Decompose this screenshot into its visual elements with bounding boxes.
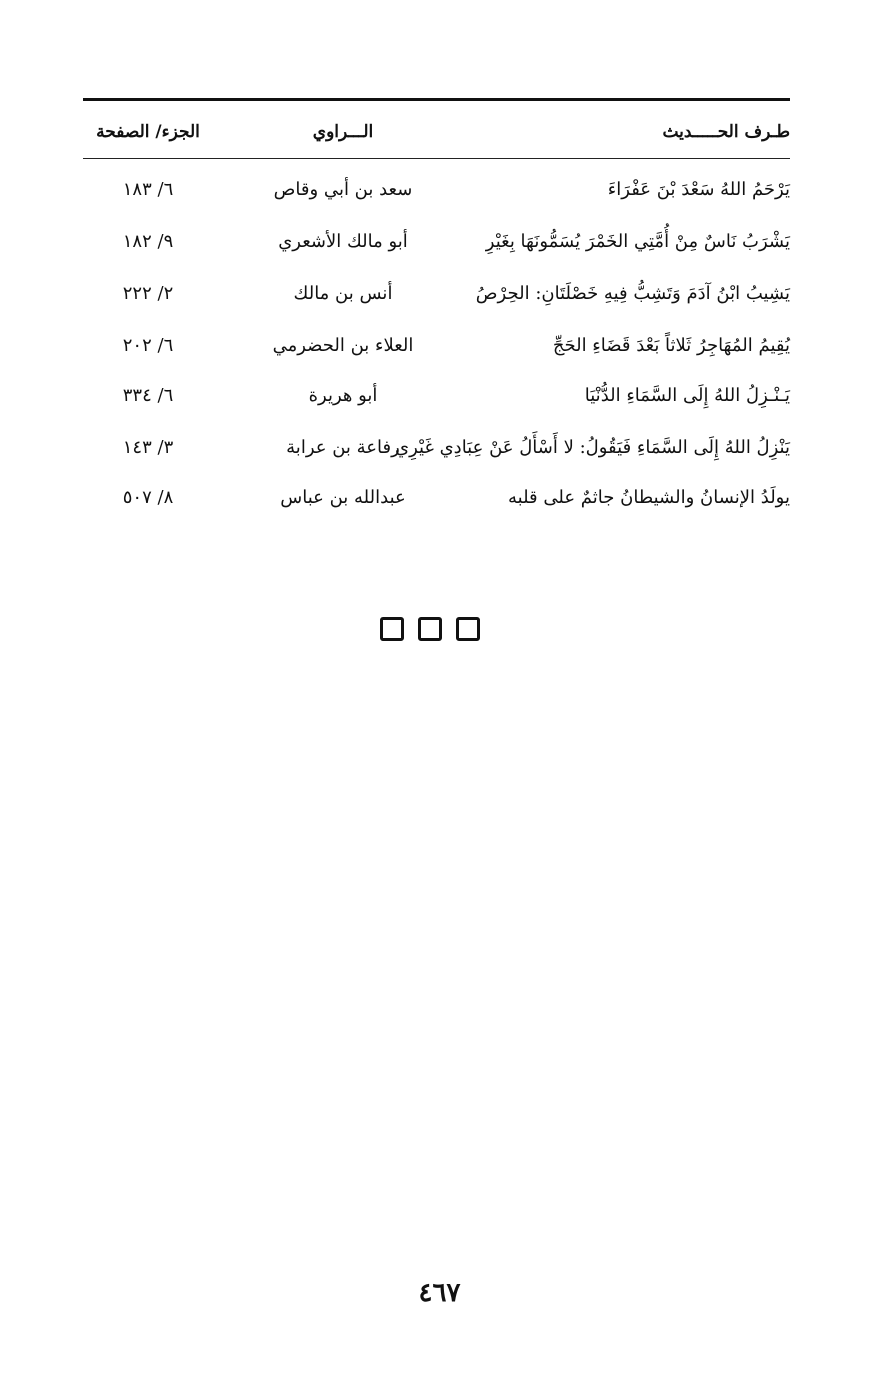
hadith-text: يولَدُ الإنسانُ والشيطانُ جاثمٌ على قلبه — [508, 487, 790, 508]
hadith-text: يُقِيمُ المُهَاجِرُ ثَلاثاً بَعْدَ قَضَاءِ الحَجِّ — [552, 335, 790, 356]
narrator: سعد بن أبي وقاص — [273, 179, 413, 200]
table-header — [83, 112, 790, 152]
volume-page: ٦/ ٢٠٢ — [122, 335, 174, 356]
narrator: أبو هريرة — [308, 385, 378, 406]
header-rule — [83, 158, 790, 159]
volume-page: ٨/ ٥٠٧ — [122, 487, 174, 508]
volume-page: ٩/ ١٨٢ — [122, 231, 174, 252]
table-row — [83, 376, 790, 416]
table-row — [83, 428, 790, 468]
header-narrator: الـــراوي — [312, 122, 374, 142]
volume-page: ٦/ ٣٣٤ — [122, 385, 174, 406]
table-row — [83, 222, 790, 262]
square-ornament-icon — [380, 617, 404, 641]
hadith-text: يَرْحَمُ اللهُ سَعْدَ بْنَ عَفْرَاءَ — [607, 179, 790, 200]
header-volume-page: الجزء/ الصفحة — [96, 122, 200, 142]
table-row — [83, 274, 790, 314]
volume-page: ٢/ ٢٢٢ — [122, 283, 174, 304]
narrator: عبدالله بن عباس — [280, 487, 406, 508]
narrator: العلاء بن الحضرمي — [272, 335, 414, 356]
table-row — [83, 478, 790, 518]
hadith-text: يَـنْـزِلُ اللهُ إِلَى السَّمَاءِ الدُّنْيَا — [584, 385, 790, 406]
narrator: أنس بن مالك — [293, 283, 393, 304]
top-rule — [83, 98, 790, 101]
table-row — [83, 170, 790, 210]
header-hadith-text: طـرف الحـــــديث — [662, 122, 790, 142]
table-row — [83, 326, 790, 366]
section-end-ornament — [380, 614, 480, 644]
hadith-text: يَنْزِلُ اللهُ إِلَى السَّمَاءِ فَيَقُولُ: لا أَسْأَلُ عَنْ عِبَادِي غَيْرِي — [395, 437, 790, 458]
narrator: رفاعة بن عرابة — [286, 437, 400, 458]
square-ornament-icon — [418, 617, 442, 641]
page-number: ٤٦٧ — [418, 1278, 461, 1308]
square-ornament-icon — [456, 617, 480, 641]
narrator: أبو مالك الأشعري — [278, 231, 408, 252]
hadith-text: يَشِيبُ ابْنُ آدَمَ وَتَشِبُّ فِيهِ خَصْلَتَانِ: الحِرْصُ — [475, 283, 790, 304]
volume-page: ٣/ ١٤٣ — [122, 437, 174, 458]
hadith-text: يَشْرَبُ نَاسٌ مِنْ أُمَّتِي الخَمْرَ يُسَمُّونَهَا بِغَيْرِ — [485, 231, 790, 252]
volume-page: ٦/ ١٨٣ — [122, 179, 174, 200]
